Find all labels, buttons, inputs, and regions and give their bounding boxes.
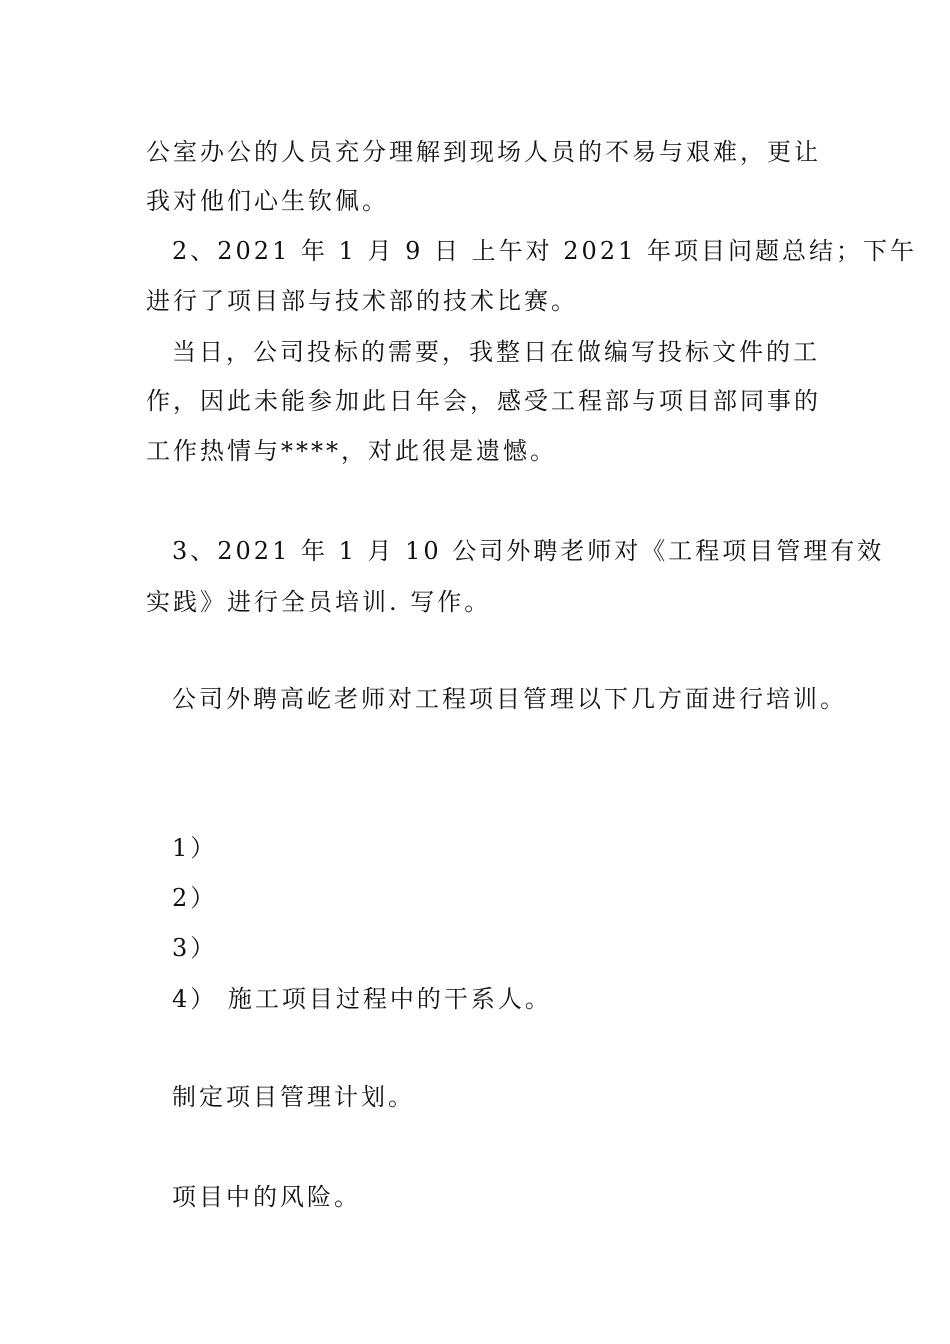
list-item: 4） 施工项目过程中的干系人。 [172,985,552,1013]
paragraph-line: 3、2021 年 1 月 10 公司外聘老师对《工程项目管理有效 [172,537,885,565]
paragraph-line: 实践》进行全员培训. 写作。 [146,588,492,616]
paragraph-line: 公室办公的人员充分理解到现场人员的不易与艰难，更让 [146,138,821,166]
paragraph-line: 当日，公司投标的需要，我整日在做编写投标文件的工 [172,338,820,366]
paragraph-line: 制定项目管理计划。 [172,1083,415,1111]
paragraph-line: 工作热情与****，对此很是遗憾。 [146,437,557,465]
paragraph-line: 我对他们心生钦佩。 [146,187,389,215]
list-item: 2） [172,884,218,912]
paragraph-line: 2、2021 年 1 月 9 日 上午对 2021 年项目问题总结；下午 [172,237,917,265]
paragraph-line: 进行了项目部与技术部的技术比赛。 [146,287,578,315]
paragraph-line: 作，因此未能参加此日年会，感受工程部与项目部同事的 [146,387,821,415]
list-item: 1） [172,834,218,862]
paragraph-line: 项目中的风险。 [172,1183,361,1211]
list-item: 3） [172,934,218,962]
paragraph-line: 公司外聘高屹老师对工程项目管理以下几方面进行培训。 [172,685,847,713]
